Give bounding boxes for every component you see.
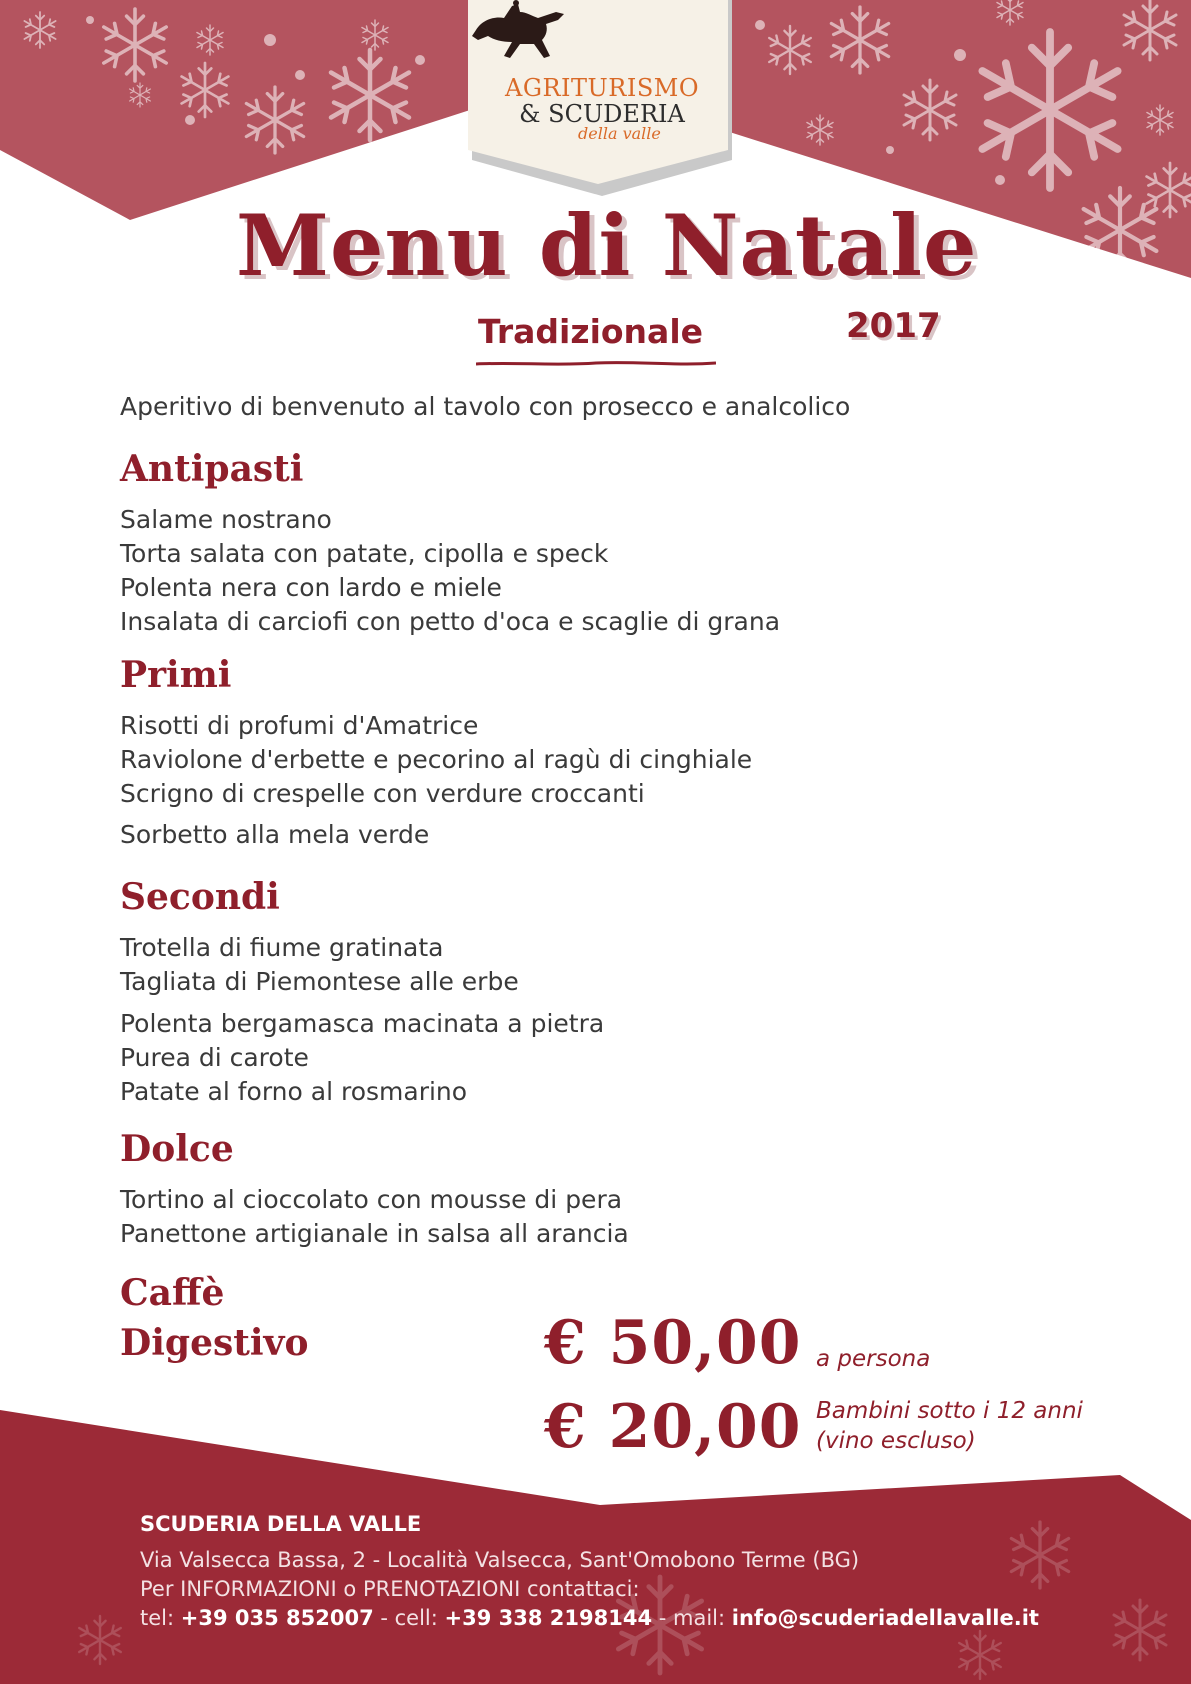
primi-list (120, 709, 752, 811)
menu-item: Tagliata di Piemontese alle erbe (120, 967, 519, 996)
price-child: € 20,00 (544, 1392, 802, 1462)
price-adult-note: a persona (816, 1346, 931, 1372)
antipasti-list (120, 503, 780, 639)
logo-text-della-valle: della valle (578, 124, 661, 143)
tel-label: tel: (140, 1606, 181, 1630)
price-adult: € 50,00 (544, 1308, 802, 1378)
dolce-list (120, 1183, 629, 1251)
menu-item: Scrigno di crespelle con verdure croccanti (120, 779, 645, 808)
footer-contacts (140, 1604, 1039, 1633)
menu-year: 2017 (846, 306, 941, 346)
horse-rider-icon (468, 0, 568, 62)
sorbetto-list (120, 818, 429, 852)
section-heading-secondi: Secondi (120, 876, 280, 918)
intro-text: Aperitivo di benvenuto al tavolo con prosecco e analcolico (120, 392, 851, 421)
footer-company-name: SCUDERIA DELLA VALLE (140, 1512, 422, 1536)
page-subtitle: Tradizionale (478, 312, 704, 351)
menu-item: Purea di carote (120, 1043, 309, 1072)
secondi-list (120, 931, 519, 999)
menu-item: Tortino al cioccolato con mousse di pera (120, 1185, 623, 1214)
section-heading-antipasti: Antipasti (120, 448, 304, 490)
tel-number[interactable]: +39 035 852007 (180, 1606, 374, 1630)
menu-item: Polenta bergamasca macinata a pietra (120, 1009, 605, 1038)
section-heading-dolce: Dolce (120, 1128, 234, 1170)
mail-label: - mail: (652, 1606, 732, 1630)
footer-info: Per INFORMAZIONI o PRENOTAZIONI contattaci: (140, 1577, 640, 1601)
contorni-list (120, 1007, 604, 1109)
section-heading-primi: Primi (120, 654, 232, 696)
price-child-note-line2: (vino escluso) (816, 1428, 976, 1454)
footer-address: Via Valsecca Bassa, 2 - Località Valsecca, Sant'Omobono Terme (BG) (140, 1548, 860, 1572)
logo-text-scuderia: & SCUDERIA (519, 100, 685, 128)
menu-item: Torta salata con patate, cipolla e speck (120, 539, 609, 568)
menu-item: Salame nostrano (120, 505, 332, 534)
footer-contact (140, 1512, 1039, 1633)
logo-text-agriturismo: AGRITURISMO (504, 74, 700, 102)
page-title: Menu di Natale (236, 196, 978, 295)
section-heading-caffe: Caffè (120, 1272, 225, 1314)
menu-item: Panettone artigianale in salsa all arancia (120, 1219, 629, 1248)
logo-tab (468, 0, 736, 196)
menu-item: Trotella di fiume gratinata (120, 933, 444, 962)
menu-item: Raviolone d'erbette e pecorino al ragù di cinghiale (120, 745, 753, 774)
email-link[interactable]: info@scuderiadellavalle.it (731, 1606, 1039, 1630)
menu-item: Risotti di profumi d'Amatrice (120, 711, 479, 740)
section-heading-digestivo: Digestivo (120, 1322, 309, 1364)
menu-item: Polenta nera con lardo e miele (120, 573, 502, 602)
price-child-note-line1: Bambini sotto i 12 anni (816, 1398, 1083, 1424)
cell-label: - cell: (373, 1606, 445, 1630)
menu-item: Insalata di carciofi con petto d'oca e scaglie di grana (120, 607, 781, 636)
cell-number[interactable]: +39 338 2198144 (444, 1606, 653, 1630)
price-child-note (816, 1396, 1083, 1456)
subtitle-underline (476, 360, 716, 368)
menu-item: Patate al forno al rosmarino (120, 1077, 468, 1106)
menu-item: Sorbetto alla mela verde (120, 820, 430, 849)
